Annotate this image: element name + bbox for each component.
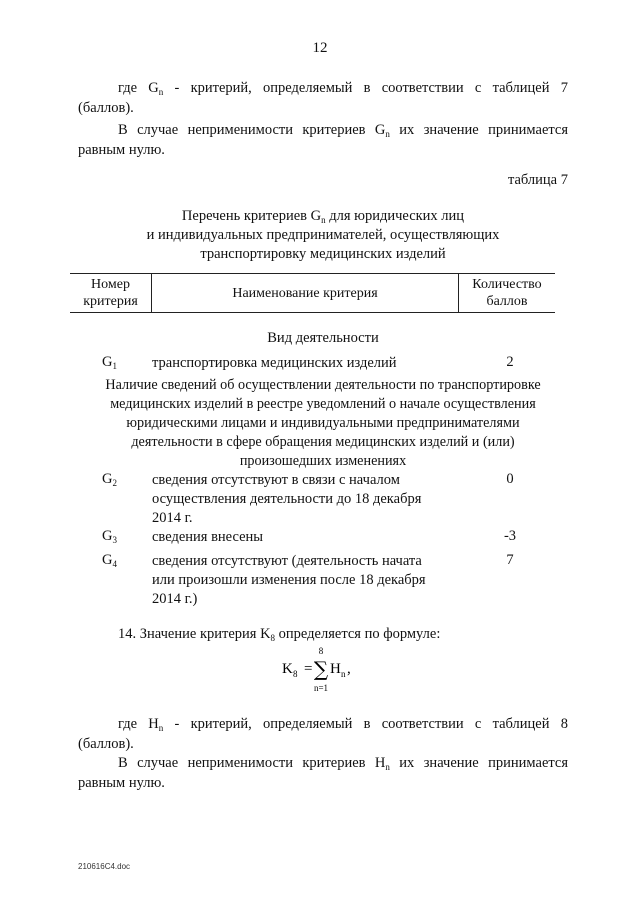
criterion-score-g1: 2 bbox=[506, 354, 514, 370]
formula-lower-limit: n=1 bbox=[313, 683, 329, 693]
criterion-text-g1: транспортировка медицинских изделий bbox=[152, 355, 397, 371]
formula-upper-limit: 8 bbox=[318, 646, 324, 656]
criterion-text-g3: сведения внесены bbox=[152, 529, 264, 545]
page-number: 12 bbox=[312, 40, 328, 56]
section-registry-info: Наличие сведений об осуществлении деятельности по транспортировке медицинских изделий в реестре уведомлений о начале осуществления юридическими лицами и индивидуальными предпринимателями деятельности в сфере обращения медицинских изделий и (или) произошедших изменениях bbox=[105, 377, 541, 469]
paragraph-gn-not-applicable: В случае неприменимости критериев $G_n$ их значение принимается равным нулю. bbox=[78, 122, 568, 158]
criterion-text-g2: сведения отсутствуют в связи с началом осуществления деятельности до 18 декабря 2014 г. bbox=[152, 472, 422, 526]
table-title: Перечень критериев $G_n$ для юридических лиц и индивидуальных предпринимателей, осуществляющих транспортировку медицинских изделий bbox=[146, 208, 500, 262]
document-file-code: 210616C4.doc bbox=[78, 862, 131, 871]
paragraph-gn-definition: где $G_n$ - критерий, определяемый в соответствии с таблицей 7 (баллов). bbox=[78, 80, 568, 116]
criterion-text-g4: сведения отсутствуют (деятельность начата или произошли изменения после 18 декабря 2014 г.) bbox=[152, 553, 426, 607]
header-name: Наименование критерия bbox=[152, 274, 459, 313]
formula-lhs: K bbox=[282, 661, 293, 677]
criterion-code-g1: $G_1$ bbox=[102, 354, 117, 371]
formula-term: H bbox=[330, 661, 341, 677]
header-score: Количество баллов bbox=[459, 274, 556, 313]
criterion-code-g2: $G_2$ bbox=[102, 471, 117, 488]
paragraph-k8-intro: 14. Значение критерия $K_8$ определяется по формуле: bbox=[118, 626, 441, 643]
paragraph-hn-definition: где $H_n$ - критерий, определяемый в соответствии с таблицей 8 (баллов). bbox=[78, 716, 568, 752]
formula-tail: , bbox=[347, 661, 351, 677]
paragraph-hn-not-applicable: В случае неприменимости критериев $H_n$ их значение принимается равным нулю. bbox=[78, 755, 568, 791]
criteria-table-header bbox=[70, 273, 555, 313]
section-activity-type: Вид деятельности bbox=[267, 330, 379, 346]
header-number: Номер критерия bbox=[70, 274, 152, 313]
formula-equals: = bbox=[304, 661, 313, 677]
criterion-code-g4: $G_4$ bbox=[102, 552, 117, 569]
criterion-score-g3: -3 bbox=[503, 528, 517, 544]
table-label: таблица 7 bbox=[507, 172, 568, 188]
criterion-code-g3: $G_3$ bbox=[102, 528, 117, 545]
formula-term-sub: n bbox=[341, 669, 346, 679]
criterion-score-g4: 7 bbox=[506, 552, 514, 568]
formula-lhs-sub: 8 bbox=[293, 669, 298, 679]
k8-sum-formula bbox=[278, 640, 418, 700]
formula-sigma: ∑ bbox=[313, 657, 329, 681]
criterion-score-g2: 0 bbox=[506, 471, 514, 487]
